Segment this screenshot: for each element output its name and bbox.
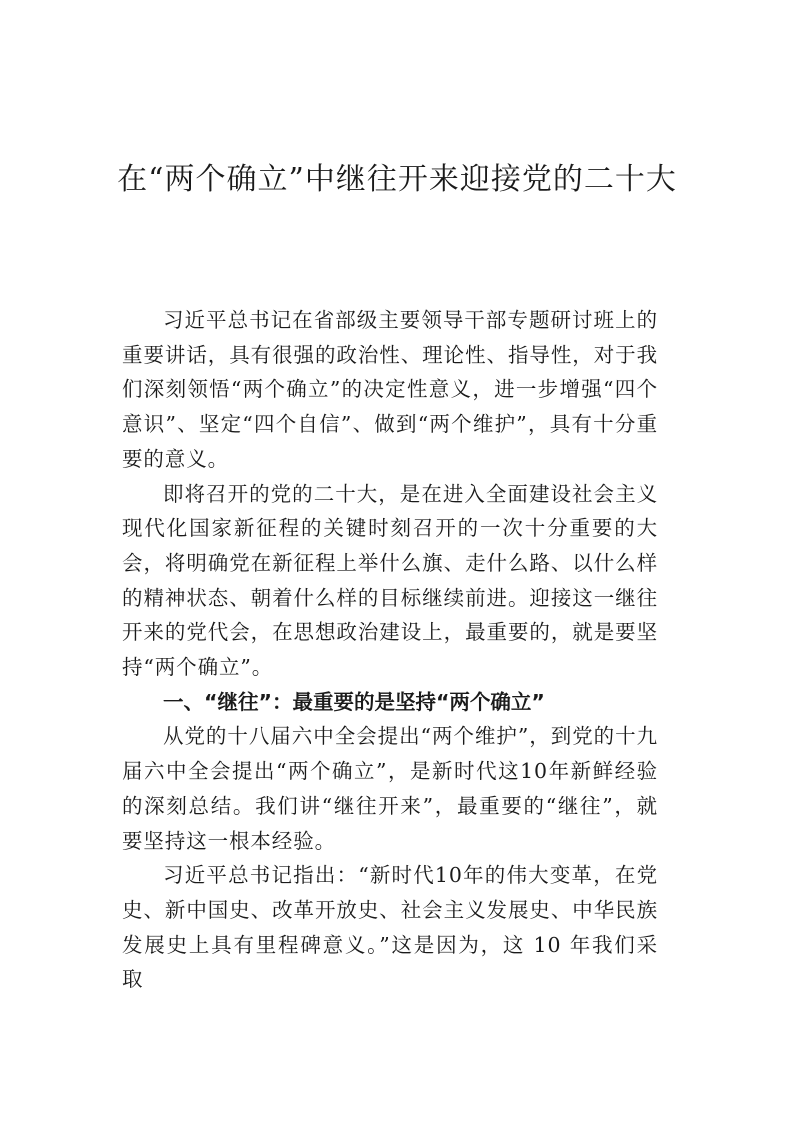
section-heading: 一、“继往”：最重要的是坚持“两个确立” [163,689,545,714]
document-body [122,303,658,997]
paragraph-4: 习近平总书记指出：“新时代10年的伟大变革，在党史、新中国史、改革开放史、社会主义发展史、中华民族发展史上具有里程碑意义。”这是因为，这 10 年我们采取 [122,863,658,992]
paragraph-3: 从党的十八届六中全会提出“两个维护”，到党的十九届六中全会提出“两个确立”，是新时代这10年新鲜经验的深刻总结。我们讲“继往开来”，最重要的“继往”，就要坚持这一根本经验。 [122,724,658,853]
document-title: 在“两个确立”中继往开来迎接党的二十大 [117,162,677,197]
paragraph-1: 习近平总书记在省部级主要领导干部专题研讨班上的重要讲话，具有很强的政治性、理论性、指导性，对于我们深刻领悟“两个确立”的决定性意义，进一步增强“四个意识”、坚定“四个自信”、做到“两个维护”，具有十分重要的意义。 [122,308,658,471]
paragraph-2: 即将召开的党的二十大，是在进入全面建设社会主义现代化国家新征程的关键时刻召开的一次十分重要的大会，将明确党在新征程上举什么旗、走什么路、以什么样的精神状态、朝着什么样的目标继续前进。迎接这一继往开来的党代会，在思想政治建设上，最重要的，就是要坚持“两个确立”。 [122,481,658,680]
